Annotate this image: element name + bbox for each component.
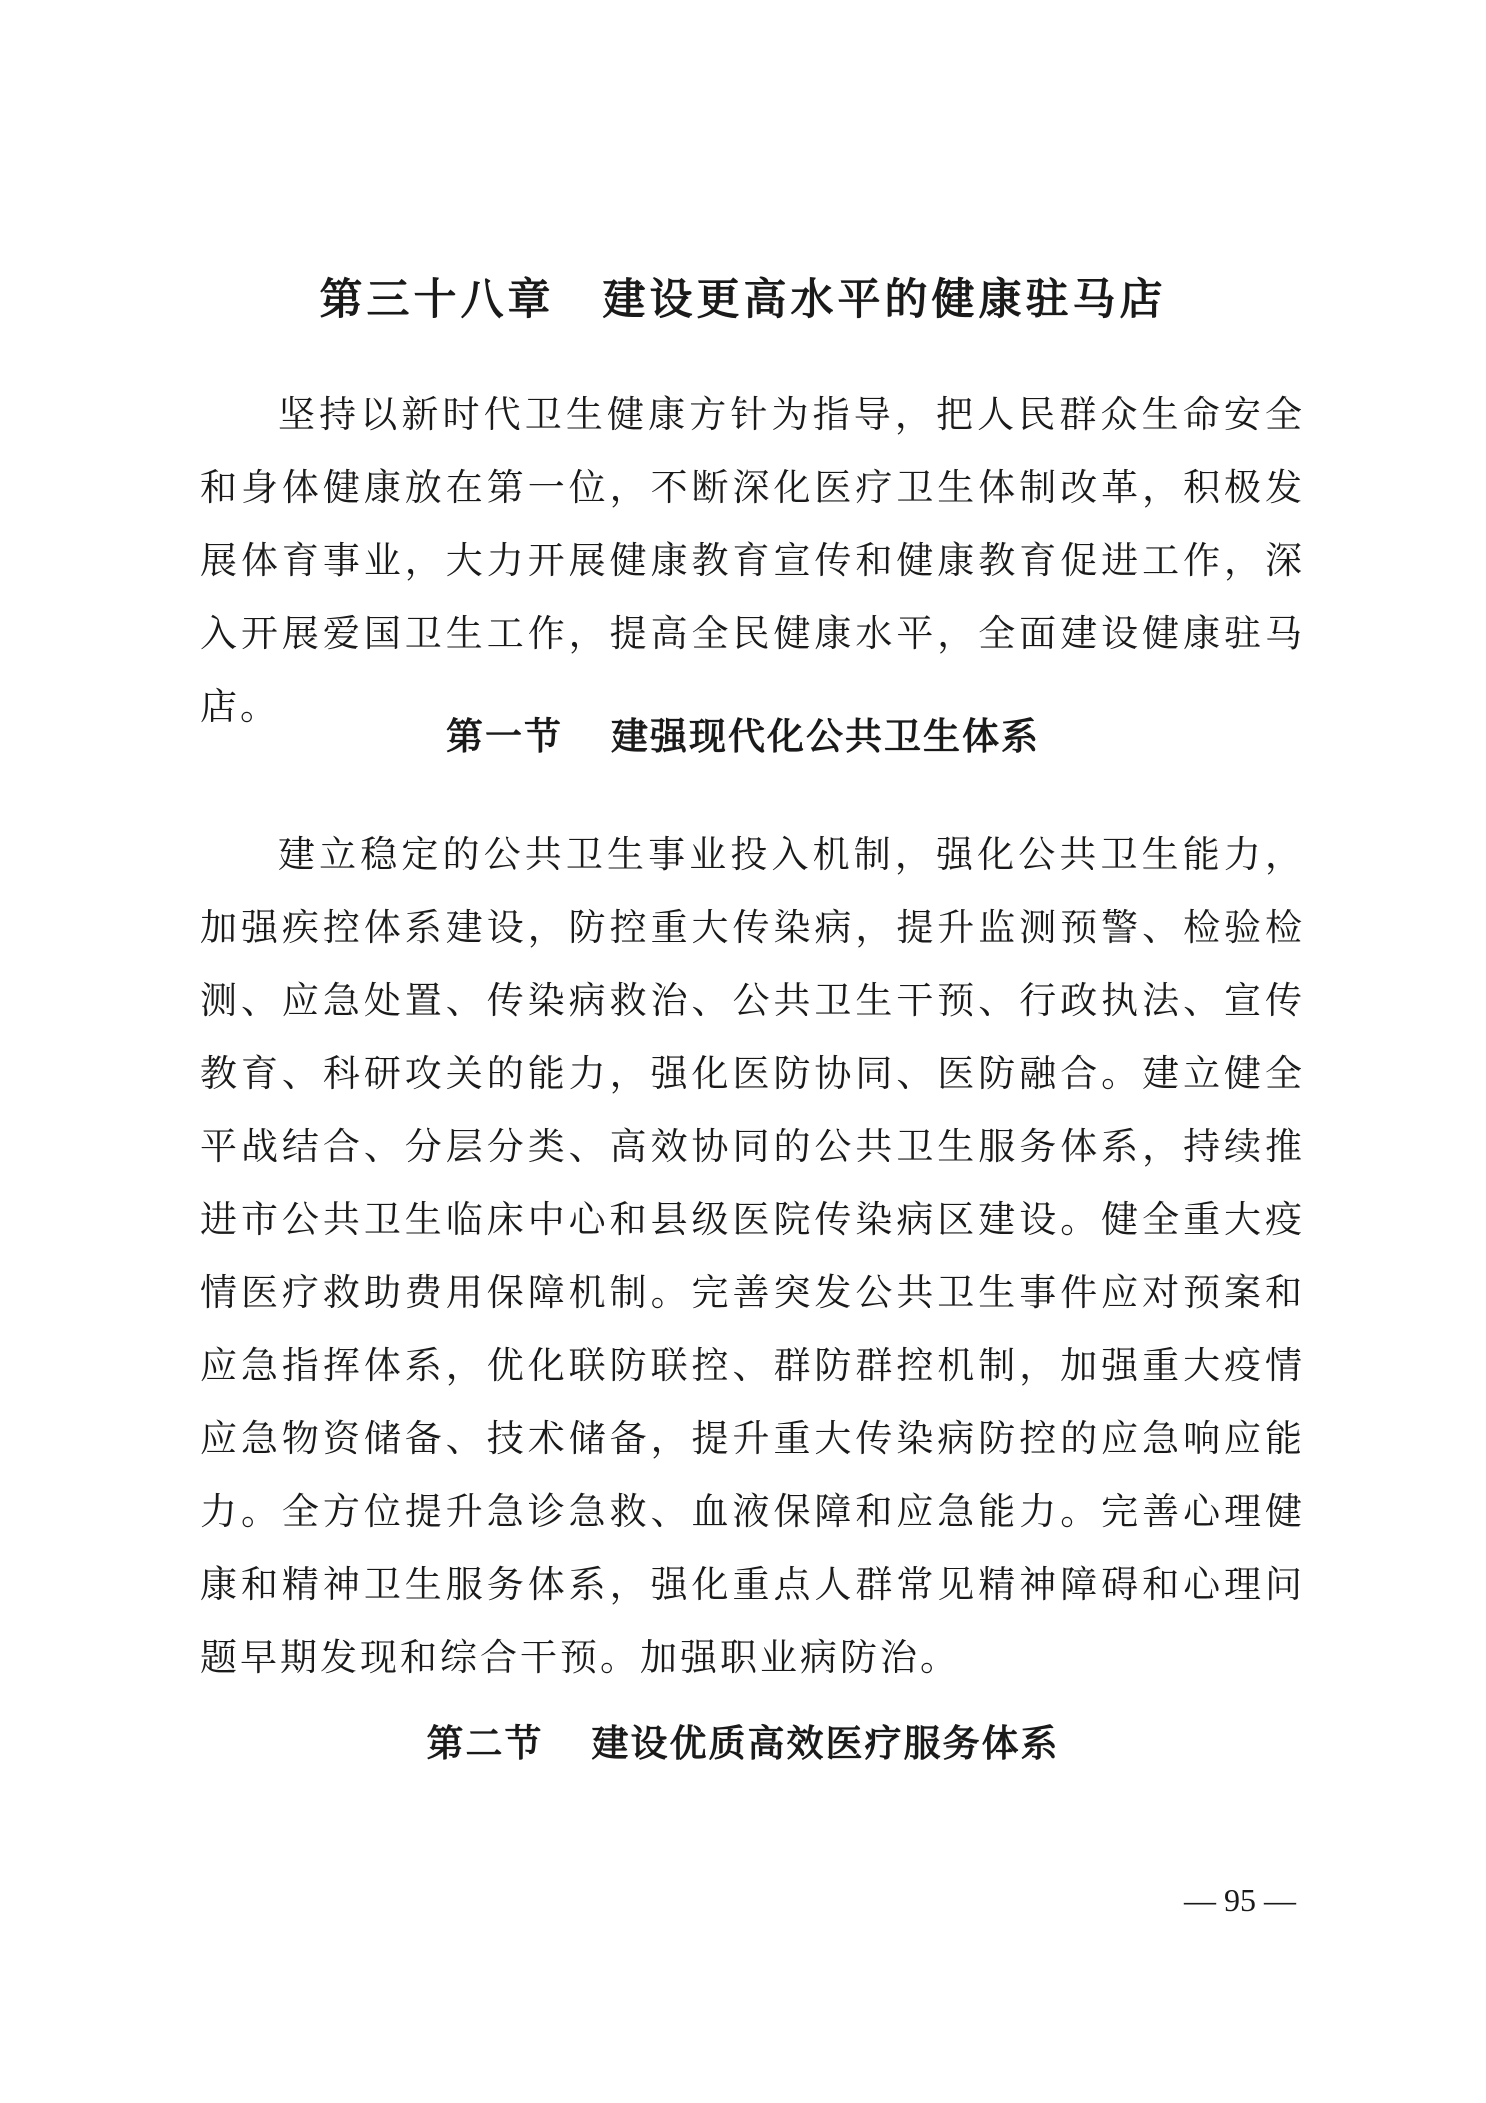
section-1-paragraph: 建立稳定的公共卫生事业投入机制，强化公共卫生能力，加强疾控体系建设，防控重大传染病，提升监测预警、检验检测、应急处置、传染病救治、公共卫生干预、行政执法、宣传教育、科研攻关的能力，强化医防协同、医防融合。建立健全平战结合、分层分类、高效协同的公共卫生服务体系，持续推进市公共卫生临床中心和县级医院传染病区建设。健全重大疫情医疗救助费用保障机制。完善突发公共卫生事件应对预案和应急指挥体系，优化联防联控、群防群控机制，加强重大疫情应急物资储备、技术储备，提升重大传染病防控的应急响应能力。全方位提升急诊急救、血液保障和应急能力。完善心理健康和精神卫生服务体系，强化重点人群常见精神障碍和心理问题早期发现和综合干预。加强职业病防治。 bbox=[200, 833, 1305, 1679]
chapter-title: 建设更高水平的健康驻马店 bbox=[602, 275, 1167, 325]
intro-paragraph: 坚持以新时代卫生健康方针为指导，把人民群众生命安全和身体健康放在第一位，不断深化医疗卫生体制改革，积极发展体育事业，大力开展健康教育宣传和健康教育促进工作，深入开展爱国卫生工作，提高全民健康水平，全面建设健康驻马店。 bbox=[200, 393, 1305, 728]
chapter-heading bbox=[0, 268, 1486, 332]
section-2-number: 第二节 bbox=[426, 1721, 544, 1765]
section-1-number: 第一节 bbox=[446, 714, 563, 758]
section-1-heading bbox=[0, 708, 1486, 764]
chapter-number: 第三十八章 bbox=[319, 275, 555, 325]
page-number: — 95 — bbox=[1184, 1882, 1296, 1918]
section-1-title: 建强现代化公共卫生体系 bbox=[611, 714, 1040, 758]
section-2-heading bbox=[0, 1715, 1486, 1771]
section-2-title: 建设优质高效医疗服务体系 bbox=[591, 1721, 1060, 1765]
